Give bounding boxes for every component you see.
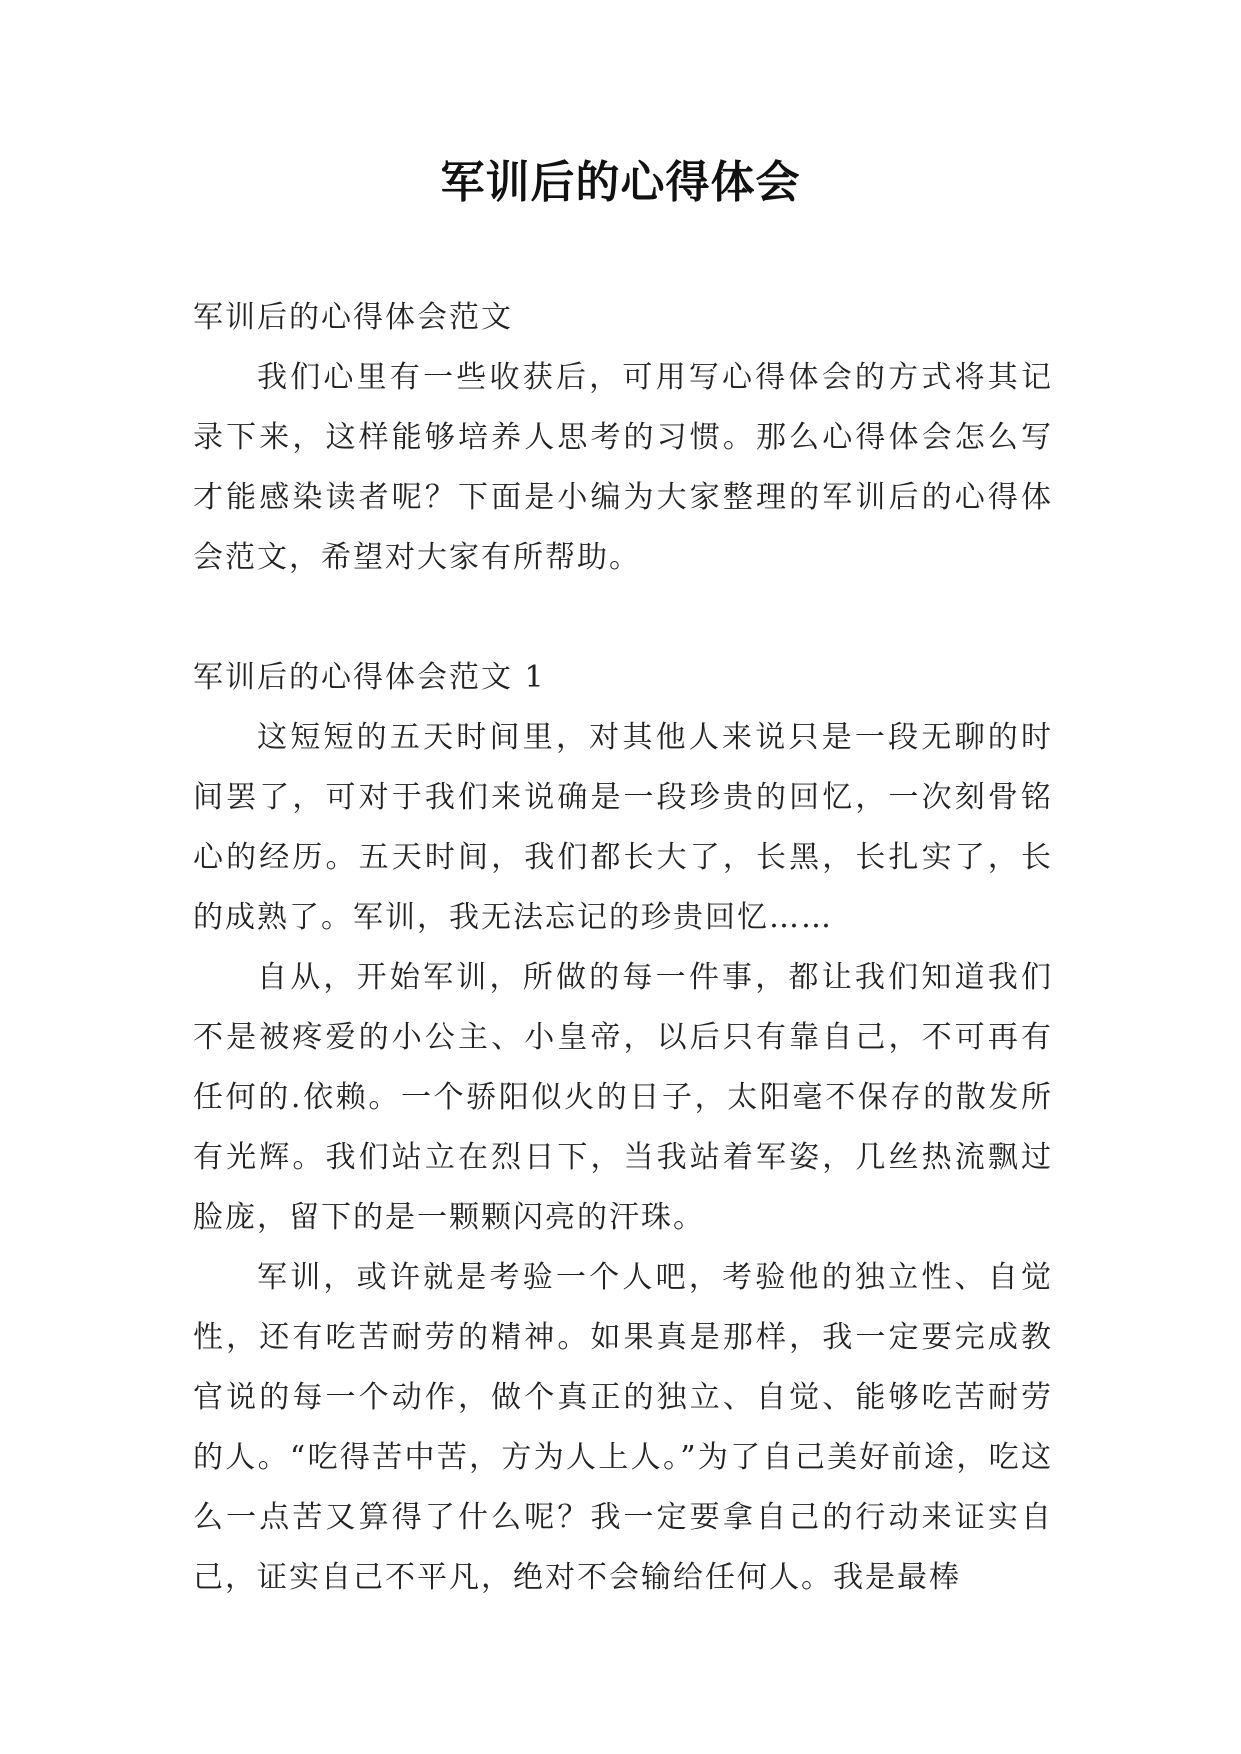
intro-heading: 军训后的心得体会范文	[193, 300, 513, 335]
section1-paragraph-2: 自从，开始军训，所做的每一件事，都让我们知道我们不是被疼爱的小公主、小皇帝，以后只有靠自己，不可再有任何的.依赖。一个骄阳似火的日子，太阳毫不保存的散发所有光辉。我们站立在烈日下，当我站着军姿，几丝热流飘过脸庞，留下的是一颗颗闪亮的汗珠。	[193, 960, 1053, 1235]
section-spacer	[193, 588, 1053, 648]
section1-heading: 军训后的心得体会范文 1	[193, 660, 546, 695]
section1-paragraph-1: 这短短的五天时间里，对其他人来说只是一段无聊的时间罢了，可对于我们来说确是一段珍贵的回忆，一次刻骨铭心的经历。五天时间，我们都长大了，长黑，长扎实了，长的成熟了。军训，我无法忘记的珍贵回忆……	[193, 720, 1053, 935]
document-title: 军训后的心得体会	[440, 157, 801, 208]
document-body	[193, 288, 1053, 1608]
intro-paragraph: 我们心里有一些收获后，可用写心得体会的方式将其记录下来，这样能够培养人思考的习惯。那么心得体会怎么写才能感染读者呢？下面是小编为大家整理的军训后的心得体会范文，希望对大家有所帮助。	[193, 360, 1053, 575]
section1-paragraph-3: 军训，或许就是考验一个人吧，考验他的独立性、自觉性，还有吃苦耐劳的精神。如果真是那样，我一定要完成教官说的每一个动作，做个真正的独立、自觉、能够吃苦耐劳的人。“吃得苦中苦，方为人上人。”为了自己美好前途，吃这么一点苦又算得了什么呢？我一定要拿自己的行动来证实自己，证实自己不平凡，绝对不会输给任何人。我是最棒	[193, 1260, 1053, 1595]
